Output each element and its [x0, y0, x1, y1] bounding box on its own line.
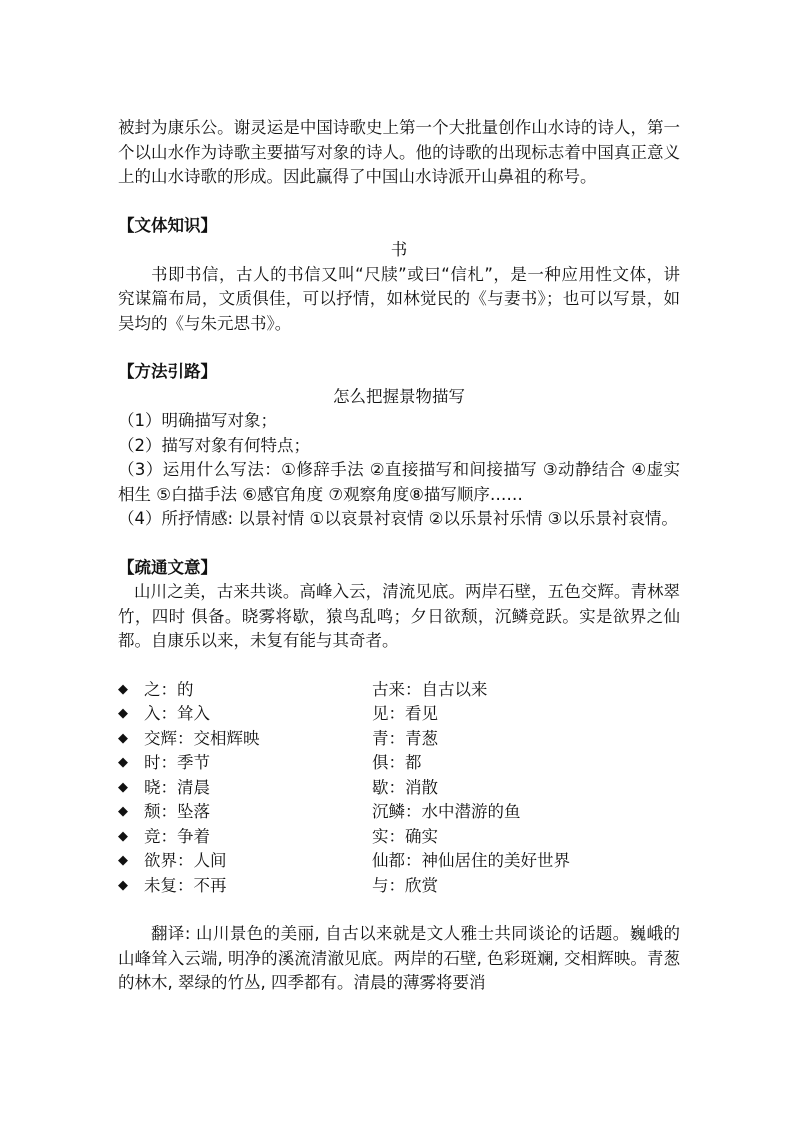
vocab-row [118, 702, 680, 727]
vocab-term: 未复：不再 [144, 875, 227, 895]
vocab-row [118, 825, 680, 850]
method-item-1: （1）明确描写对象； [118, 411, 277, 430]
vocab-row [118, 800, 680, 825]
vocab-row [118, 751, 680, 776]
genre-paragraph: 书即书信，古人的书信又叫“尺牍”或曰“信札”，是一种应用性文体，讲究谋篇布局，文质俱佳，可以抒情，如林觉民的《与妻书》；也可以写景，如吴均的《与朱元思书》。 [118, 264, 680, 333]
vocab-term: 俱：都 [372, 753, 422, 772]
method-subtitle: 怎么把握景物描写 [333, 386, 465, 406]
vocab-row [118, 727, 680, 752]
vocab-term: 古来：自古以来 [372, 679, 488, 699]
vocab-row [118, 678, 680, 703]
vocab-term: 之：的 [144, 679, 194, 699]
vocab-term: 青：青葱 [372, 728, 438, 748]
vocab-row [118, 874, 680, 899]
vocab-row [118, 849, 680, 874]
vocab-term: 歇：消散 [372, 777, 438, 797]
vocab-term: 沉鳞：水中潜游的鱼 [372, 802, 521, 821]
diamond-bullet-icon: ◆ [118, 853, 128, 868]
text-paragraph: 山川之美，古来共谈。高峰入云，清流见底。两岸石壁，五色交辉。青林翠竹，四时 俱备。晓雾将歇，猿鸟乱鸣；夕日欲颓，沉鳞竞跃。实是欲界之仙都。自康乐以来，未复有能与其奇者。 [118, 582, 680, 650]
vocab-term: 竞：争着 [144, 826, 210, 846]
method-item-3: （3）运用什么写法：①修辞手法 ②直接描写和间接描写 ③动静结合 ④虚实相生 ⑤白描手法 ⑥感官角度 ⑦观察角度⑧描写顺序…… [118, 460, 680, 504]
diamond-bullet-icon: ◆ [118, 779, 128, 795]
diamond-bullet-icon: ◆ [118, 681, 128, 697]
vocab-term: 交辉：交相辉映 [144, 728, 260, 748]
vocab-term: 与：欣赏 [372, 875, 438, 895]
vocab-term: 时：季节 [144, 753, 210, 772]
text-heading: 【疏通文意】 [118, 557, 217, 577]
diamond-bullet-icon: ◆ [118, 804, 128, 819]
genre-heading: 【文体知识】 [118, 215, 217, 235]
method-item-4: （4）所抒情感: 以景衬情 ①以哀景衬哀情 ②以乐景衬乐情 ③以乐景衬哀情。 [118, 509, 678, 528]
vocab-term: 见：看见 [372, 704, 438, 723]
vocab-term: 入：耸入 [144, 704, 210, 723]
translation-paragraph: 翻译: 山川景色的美丽, 自古以来就是文人雅士共同谈论的话题。巍峨的山峰耸入云端, 明净的溪流清澈见底。两岸的石壁, 色彩斑斓, 交相辉映。青葱的林木, 翠绿的竹丛, 四季都有。清晨的薄雾将要消 [118, 924, 680, 992]
vocab-term: 仙都：神仙居住的美好世界 [372, 851, 570, 870]
vocab-term: 晓：清晨 [144, 777, 210, 797]
intro-paragraph: 被封为康乐公。谢灵运是中国诗歌史上第一个大批量创作山水诗的诗人，第一个以山水作为诗歌主要描写对象的诗人。他的诗歌的出现标志着中国真正意义上的山水诗歌的形成。因此赢得了中国山水诗派开山鼻祖的称号。 [118, 118, 680, 186]
diamond-bullet-icon: ◆ [118, 730, 128, 746]
method-heading: 【方法引路】 [118, 362, 217, 381]
vocab-list [118, 678, 680, 899]
genre-subtitle: 书 [390, 240, 408, 259]
diamond-bullet-icon: ◆ [118, 755, 128, 770]
vocab-term: 实：确实 [372, 826, 438, 846]
diamond-bullet-icon: ◆ [118, 877, 128, 893]
vocab-term: 颓：坠落 [144, 802, 210, 821]
vocab-row [118, 776, 680, 801]
method-item-2: （2）描写对象有何特点； [118, 435, 310, 455]
diamond-bullet-icon: ◆ [118, 706, 128, 721]
vocab-term: 欲界：人间 [144, 851, 227, 870]
diamond-bullet-icon: ◆ [118, 828, 128, 844]
document-content [118, 116, 680, 996]
